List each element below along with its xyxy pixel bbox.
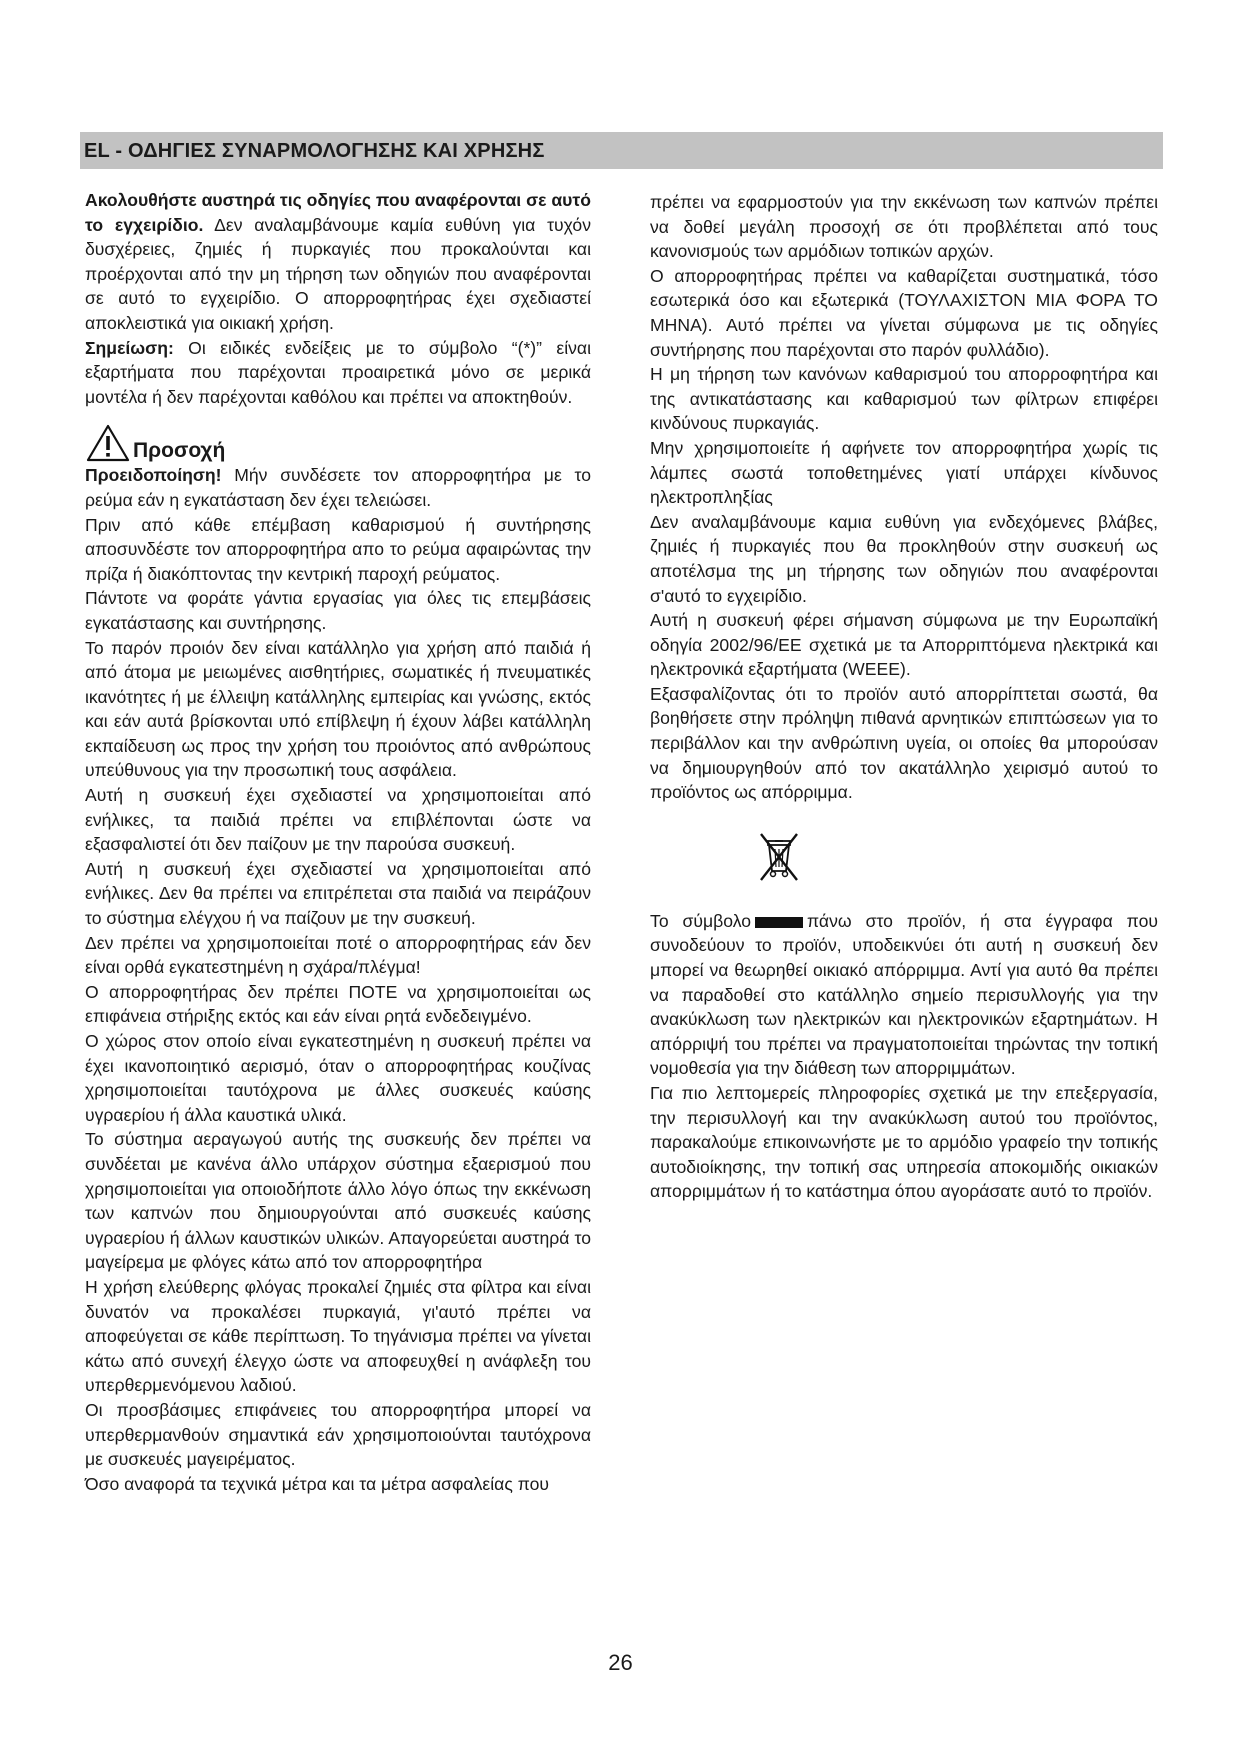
right-column <box>650 190 1158 1204</box>
paragraph: Για πιο λεπτομερείς πληροφορίες σχετικά με την επεξεργασία, την περισυλλογή και την ανακύκλωση αυτού του προϊόντος, παρακαλούμε επικοινωνήστε με το αρμόδιο γραφείο την τοπικής αυτοδιοίκησης, την τοπική σας υπηρεσία αποκομιδής οικιακών απορριμμάτων ή το κατάστημα όπου αγοράσατε αυτό το προϊόν. <box>650 1083 1158 1202</box>
paragraph: πρέπει να εφαρμοστούν για την εκκένωση των καπνών πρέπει να δοθεί μεγάλη προσοχή σε ότι προβλέπεται από τους κανονισμούς των αρμόδιων τοπικών αρχών. <box>650 192 1158 262</box>
paragraph: Δεν αναλαμβάνουμε καμια ευθύνη για ενδεχόμενες βλάβες, ζημιές ή πυρκαγιές που θα προκληθούν στην συσκευή ως αποτέλσμα της μη τήρησης των οδηγιών που αναφέρονται σ'αυτό το εγχειρίδιο. <box>650 511 1158 606</box>
paragraph: Ο απορροφητήρας πρέπει να καθαρίζεται συστηματικά, τόσο εσωτερικά όσο και εξωτερικά (ΤΟΥΛΑΧΙΣΤΟΝ ΜΙΑ ΦΟΡΑ ΤΟ ΜΗΝΑ). Αυτό πρέπει να γίνεται σύμφωνα με τις οδηγίες συντήρησης που παρέχονται στο παρόν φυλλάδιο). <box>650 265 1158 360</box>
note-paragraph <box>85 336 591 410</box>
paragraph: Ο χώρος στον οποίο είναι εγκατεστημένη η συσκευή πρέπει να έχει ικανοποιητικό αερισμό, όταν ο απορροφητήρας κουζίνας χρησιμοποιείται ταυτόχρονα με άλλες συσκευές καύσης υγραερίου ή άλλα καυστικά υλικά. <box>85 1031 591 1125</box>
note-text: Οι ειδικές ενδείξεις με το σύμβολο “(*)” είναι εξαρτήματα που παρέχονται προαιρετικά μόνο σε μερικά μοντέλα ή δεν παρέχονται καθόλου και πρέπει να αποκτηθούν. <box>85 337 591 407</box>
paragraph: Το σύστημα αεραγωγού αυτής της συσκευής δεν πρέπει να συνδέεται με κανένα άλλο υπάρχον σύστημα εξαερισμού που χρησιμοποιείται για οποιοδήποτε άλλο λόγο όπως την εκκένωση των καπνών που δημιουργούνται από συσκευές καύσης υγραερίου ή άλλων καυστικών υλικών. Απαγορεύεται αυστηρά το μαγείρεμα με φλόγες κάτω από τον απορροφητήρα <box>85 1129 591 1273</box>
page-number: 26 <box>608 1650 633 1675</box>
intro-bold: Ακολουθήστε αυστηρά τις οδηγίες που αναφέρονται σε αυτό το εγχειρίδιο. <box>85 190 591 235</box>
crossed-out-bin-icon <box>758 831 800 883</box>
warning-label: Προειδοποίηση! <box>85 465 222 486</box>
weee-symbol-area <box>650 809 1158 909</box>
paragraph: Πριν από κάθε επέμβαση καθαρισμού ή συντήρησης αποσυνδέστε τον απορροφητήρα απο το ρεύμα αφαιρώντας την πρίζα ή διακόπτοντας την κεντρική παροχή ρεύματος. <box>85 514 591 584</box>
warning-text: Μήν συνδέσετε τον απορροφητήρα με το ρεύμα εάν η εγκατάσταση δεν έχει τελειώσει. <box>85 465 591 510</box>
paragraph: Εξασφαλίζοντας ότι το προϊόν αυτό απορρίπτεται σωστά, θα βοηθήσετε στην πρόληψη πιθανά αρνητικών επιπτώσεων για το περιβάλλον και την ανθρώπινη υγεία, οι οποίες θα μπορούσαν να δημιουργηθούν από τον ακατάλληλο χειρισμό αυτού το προϊόντος ως απόρριμμα. <box>650 683 1158 803</box>
note-label: Σημείωση: <box>85 337 174 358</box>
intro-paragraph <box>85 188 591 336</box>
warning-title: Προσοχή <box>133 438 226 462</box>
warning-paragraph <box>85 463 591 512</box>
paragraph: Δεν πρέπει να χρησιμοποιείται ποτέ ο απορροφητήρας εάν δεν είναι ορθά εγκατεστημένη η σχάρα/πλέγμα! <box>85 932 591 978</box>
paragraph: Όσο αναφορά τα τεχνικά μέτρα και τα μέτρα ασφαλείας που <box>85 1473 549 1494</box>
page-title: EL - ΟΔΗΓΙΕΣ ΣΥΝΑΡΜΟΛΟΓΗΣΗΣ ΚΑΙ ΧΡΗΣΗΣ <box>84 140 545 162</box>
paragraph: Αυτή η συσκευή έχει σχεδιαστεί να χρησιμοποιείται από ενήλικες, τα παιδιά πρέπει να επιβλέπονται ώστε να εξασφαλιστεί ότι δεν παίζουν με την παρούσα συσκευή. <box>85 785 591 855</box>
paragraph: Πάντοτε να φοράτε γάντια εργασίας για όλες τις επεμβάσεις εγκατάστασης και συντήρησης. <box>85 588 591 633</box>
weee-text-start: Το σύμβολο <box>650 910 752 931</box>
warning-triangle-icon <box>85 423 131 463</box>
paragraph: Η χρήση ελεύθερης φλόγας προκαλεί ζημιές στα φίλτρα και είναι δυνατόν να προκαλέσει πυρκαγιά, γι'αυτό πρέπει να αποφεύγεται σε κάθε περίπτωση. Το τηγάνισμα πρέπει να γίνεται κάτω από συνεχή έλεγχο ώστε να αποφευχθεί η ανάφλεξη του υπερθερμενόμενου λαδιού. <box>85 1276 591 1396</box>
black-bar-icon <box>755 917 803 928</box>
paragraph: Η μη τήρηση των κανόνων καθαρισμού του απορροφητήρα και της αντικατάστασης και καθαρισμού των φίλτρων επιφέρει κινδύνους πυρκαγιάς. <box>650 364 1158 434</box>
warning-heading <box>85 415 591 463</box>
paragraph: Ο απορροφητήρας δεν πρέπει ΠΟΤΕ να χρησιμοποιείται ως επιφάνεια στήριξης εκτός και εάν είναι ρητά ενδεδειγμένο. <box>85 981 591 1027</box>
paragraph: Αυτή η συσκευή φέρει σήμανση σύμφωνα με την Ευρωπαϊκή οδηγία 2002/96/ΕΕ σχετικά με τα Απορριπτόμενα ηλεκτρικά και ηλεκτρονικά εξαρτήματα (WEEE). <box>650 610 1158 680</box>
paragraph: Μην χρησιμοποιείτε ή αφήνετε τον απορροφητήρα χωρίς τις λάμπες σωστά τοποθετημένες γιατί υπάρχει κίνδυνος ηλεκτροπληξίας <box>650 437 1158 508</box>
weee-text-rest: πάνω στο προϊόν, ή στα έγγραφα που συνοδεύουν το προϊόν, υποδεικνύει ότι αυτή η συσκευή δεν μπορεί να θεωρηθεί οικιακό απόρριμμα. Αντί για αυτό θα πρέπει να παραδοθεί στο κατάλληλο σημείο περισυλλογής για την ανακύκλωση των ηλεκτρικών και ηλεκτρονικών εξαρτημάτων. Η απόρριψή του πρέπει να πραγματοποιείται τηρώντας την τοπική νομοθεσία για την διάθεση των απορριμμάτων. <box>650 910 1158 1079</box>
intro-text: Δεν αναλαμβάνουμε καμία ευθύνη για τυχόν δυσχέρειες, ζημιές ή πυρκαγιές που προκαλούνται και προέρχονται από την μη τήρηση των οδηγιών που αναφέρονται σε αυτό το εγχειρίδιο. Ο απορροφητήρας έχει σχεδιαστεί αποκλειστικά για οικιακή χρήση. <box>85 214 591 333</box>
paragraph: Οι προσβάσιμες επιφάνειες του απορροφητήρα μπορεί να υπερθερμανθούν σημαντικά εάν χρησιμοποιούνται ταυτόχρονα με συσκευές μαγειρέματος. <box>85 1399 591 1470</box>
left-column <box>85 188 591 1496</box>
paragraph: Το παρόν προιόν δεν είναι κατάλληλο για χρήση από παιδιά ή από άτομα με μειωμένες αισθητήριες, σωματικές ή πνευματικές ικανότητες ή με έλλειψη κατάλληλης εμπειρίας και γνώσης, εκτός και εάν αυτά βρίσκονται υπό επίβλεψη ή έχουν λάβει κατάλληλη εκπαίδευση ως προς την χρήση του προιόντος από ανθρώπους υπεύθυνους για την προσωπική τους ασφάλεια. <box>85 637 591 781</box>
paragraph: Αυτή η συσκευή έχει σχεδιαστεί να χρησιμοποιείται από ενήλικες. Δεν θα πρέπει να επιτρέπεται στα παιδιά να πειράζουν το σύστημα ελέγχου ή να παίζουν με την συσκευή. <box>85 858 591 929</box>
weee-paragraph <box>650 909 1158 1081</box>
